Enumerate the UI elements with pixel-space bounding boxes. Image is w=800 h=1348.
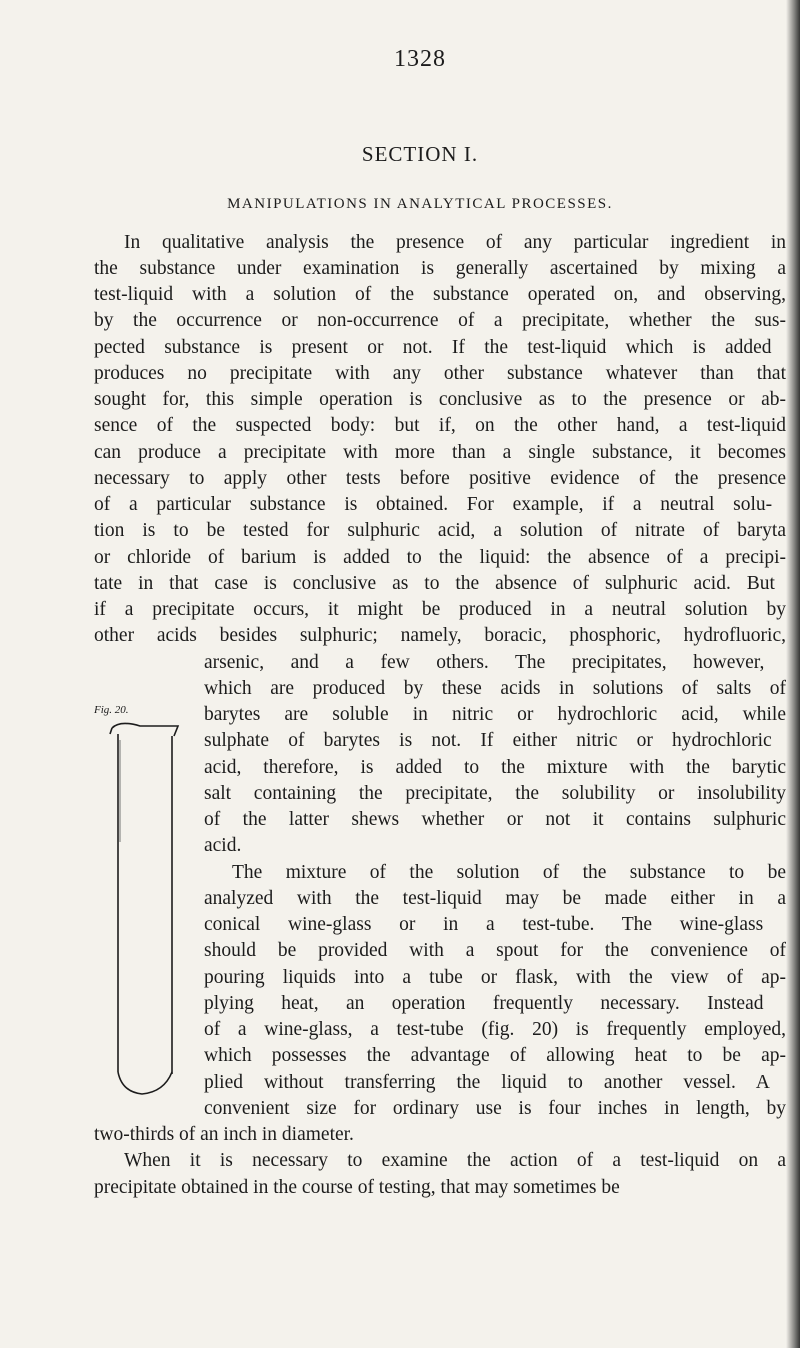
text-line: acid, therefore, is added to the mixture with the barytic — [204, 757, 786, 778]
text-line: if a precipitate occurs, it might be produced in a neutral solution by — [94, 599, 786, 620]
text-line: tion is to be tested for sulphuric acid, a solution of nitrate of baryta — [94, 520, 786, 541]
text-line: plied without transferring the liquid to another vessel. A — [204, 1072, 770, 1093]
text-line: sulphate of barytes is not. If either nitric or hydrochloric — [204, 730, 772, 751]
text-line: salt containing the precipitate, the solubility or insolubility — [204, 783, 786, 804]
text-line: When it is necessary to examine the action of a test-liquid on a — [124, 1150, 786, 1171]
text-line: which possesses the advantage of allowing heat to be ap- — [204, 1045, 786, 1066]
text-line: of a wine-glass, a test-tube (fig. 20) is frequently employed, — [204, 1019, 786, 1040]
text-line: barytes are soluble in nitric or hydrochloric acid, while — [204, 704, 786, 725]
text-line: convenient size for ordinary use is four inches in length, by — [204, 1098, 786, 1119]
text-line: which are produced by these acids in solutions of salts of — [204, 678, 786, 699]
text-line: analyzed with the test-liquid may be made either in a — [204, 888, 786, 909]
text-line: The mixture of the solution of the substance to be — [232, 862, 786, 883]
figure-label: Fig. 20. — [94, 704, 129, 716]
text-line: plying heat, an operation frequently necessary. Instead — [204, 993, 764, 1014]
text-line: test-liquid with a solution of the substance operated on, and observing, — [94, 284, 786, 305]
text-line: or chloride of barium is added to the liquid: the absence of a precipi- — [94, 547, 786, 568]
text-line: conical wine-glass or in a test-tube. The wine-glass — [204, 914, 764, 935]
text-line: of a particular substance is obtained. For example, if a neutral solu- — [94, 494, 773, 515]
text-line: two-thirds of an inch in diameter. — [94, 1124, 354, 1145]
text-line: precipitate obtained in the course of testing, that may sometimes be — [94, 1177, 620, 1198]
text-line: sence of the suspected body: but if, on the other hand, a test-liquid — [94, 415, 786, 436]
text-line: pected substance is present or not. If the test-liquid which is added — [94, 337, 772, 358]
text-line: pouring liquids into a tube or flask, with the view of ap- — [204, 967, 786, 988]
text-line: necessary to apply other tests before positive evidence of the presence — [94, 468, 786, 489]
text-line: the substance under examination is generally ascertained by mixing a — [94, 258, 786, 279]
section-title: SECTION I. — [361, 142, 479, 166]
text-line: In qualitative analysis the presence of any particular ingredient in — [124, 232, 786, 253]
text-line: should be provided with a spout for the convenience of — [204, 940, 786, 961]
text-line: sought for, this simple operation is conclusive as to the presence or ab- — [94, 389, 786, 410]
text-line: acid. — [204, 835, 242, 856]
section-subtitle: MANIPULATIONS IN ANALYTICAL PROCESSES. — [227, 196, 613, 212]
text-line: can produce a precipitate with more than a single substance, it becomes — [94, 442, 786, 463]
text-line: by the occurrence or non-occurrence of a precipitate, whether the sus- — [94, 310, 786, 331]
test-tube-illustration — [100, 722, 190, 1122]
text-line: of the latter shews whether or not it contains sulphuric — [204, 809, 786, 830]
text-line: other acids besides sulphuric; namely, boracic, phosphoric, hydrofluoric, — [94, 625, 786, 646]
page-number: 1328 — [394, 46, 446, 72]
text-line: tate in that case is conclusive as to the absence of sulphuric acid. But — [94, 573, 775, 594]
text-line: arsenic, and a few others. The precipitates, however, — [204, 652, 765, 673]
text-line: produces no precipitate with any other substance whatever than that — [94, 363, 786, 384]
